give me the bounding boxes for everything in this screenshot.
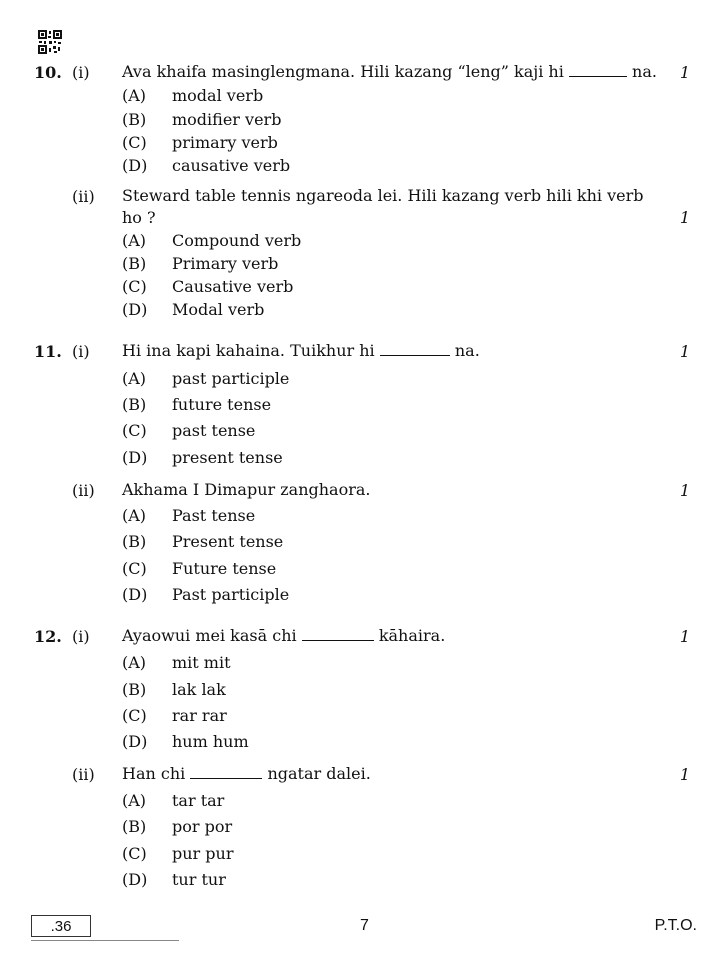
option-text: tar tar: [172, 791, 225, 810]
option-text: Causative verb: [172, 277, 294, 296]
option-letter: (A): [122, 369, 147, 388]
option-letter: (A): [122, 86, 147, 105]
question-text-after: kāhaira.: [378, 626, 446, 645]
option-letter: (D): [122, 732, 148, 751]
question-text-after: ngatar dalei.: [267, 764, 371, 783]
option-letter: (D): [122, 300, 148, 319]
option-text: hum hum: [172, 732, 249, 751]
question-text-line1: Steward table tennis ngareoda lei. Hili kazang verb hili khi verb: [122, 186, 644, 205]
option-text: causative verb: [172, 156, 291, 175]
option-text: rar rar: [172, 706, 227, 725]
question-number-10: 10.: [34, 63, 62, 82]
question-text: [122, 61, 657, 83]
marks: 1: [679, 481, 690, 500]
question-text-line2: ho ?: [122, 208, 156, 227]
question-text: [122, 340, 480, 362]
marks: 1: [679, 342, 690, 361]
subpart-label: (ii): [72, 765, 95, 784]
question-text-before: Ava khaifa masinglengmana. Hili kazang “leng” kaji hi: [122, 62, 564, 81]
question-text-before: Hi ina kapi kahaina. Tuikhur hi: [122, 341, 375, 360]
option-letter: (C): [122, 277, 147, 296]
option-letter: (D): [122, 448, 148, 467]
option-letter: (C): [122, 133, 147, 152]
footer-rule: [31, 940, 179, 941]
option-letter: (B): [122, 817, 147, 836]
option-text: por por: [172, 817, 233, 836]
option-text: future tense: [172, 395, 272, 414]
option-text: Primary verb: [172, 254, 279, 273]
option-text: Future tense: [172, 559, 277, 578]
option-text: Past participle: [172, 585, 290, 604]
option-letter: (D): [122, 156, 148, 175]
marks: 1: [679, 63, 690, 82]
option-letter: (C): [122, 421, 147, 440]
option-letter: (B): [122, 532, 147, 551]
option-text: Compound verb: [172, 231, 302, 250]
option-text: Modal verb: [172, 300, 265, 319]
option-text: tur tur: [172, 870, 226, 889]
subpart-label: (ii): [72, 481, 95, 500]
option-text: mit mit: [172, 653, 231, 672]
question-text-after: na.: [632, 62, 657, 81]
marks: 1: [679, 208, 690, 227]
option-letter: (B): [122, 110, 147, 129]
answer-blank: [302, 639, 374, 641]
option-text: primary verb: [172, 133, 278, 152]
question-text: Akhama I Dimapur zanghaora.: [122, 480, 371, 499]
pto-label: P.T.O.: [654, 917, 697, 934]
question-number-12: 12.: [34, 627, 62, 646]
subpart-label: (ii): [72, 187, 95, 206]
option-text: past tense: [172, 421, 256, 440]
option-text: lak lak: [172, 680, 226, 699]
question-text: [122, 185, 652, 229]
subpart-label: (i): [72, 627, 90, 646]
option-letter: (A): [122, 653, 147, 672]
subpart-label: (i): [72, 342, 90, 361]
option-text: pur pur: [172, 844, 234, 863]
option-letter: (C): [122, 559, 147, 578]
page-number: 7: [360, 917, 369, 934]
answer-blank: [380, 354, 450, 356]
option-letter: (B): [122, 254, 147, 273]
question-text-before: Han chi: [122, 764, 186, 783]
answer-blank: [190, 777, 262, 779]
option-text: past participle: [172, 369, 290, 388]
option-text: present tense: [172, 448, 283, 467]
option-letter: (A): [122, 506, 147, 525]
option-text: modal verb: [172, 86, 264, 105]
question-number-11: 11.: [34, 342, 62, 361]
option-letter: (C): [122, 706, 147, 725]
option-letter: (C): [122, 844, 147, 863]
option-text: Present tense: [172, 532, 284, 551]
subpart-label: (i): [72, 63, 90, 82]
qr-code-icon: [38, 30, 62, 54]
paper-code-box: .36: [31, 915, 91, 937]
option-letter: (D): [122, 870, 148, 889]
option-letter: (B): [122, 680, 147, 699]
marks: 1: [679, 765, 690, 784]
option-letter: (D): [122, 585, 148, 604]
answer-blank: [569, 75, 627, 77]
question-text-before: Ayaowui mei kasā chi: [122, 626, 297, 645]
marks: 1: [679, 627, 690, 646]
option-text: Past tense: [172, 506, 256, 525]
question-text: [122, 763, 371, 785]
option-letter: (A): [122, 791, 147, 810]
question-text-after: na.: [454, 341, 480, 360]
option-text: modifier verb: [172, 110, 282, 129]
option-letter: (A): [122, 231, 147, 250]
option-letter: (B): [122, 395, 147, 414]
question-text: [122, 625, 445, 647]
